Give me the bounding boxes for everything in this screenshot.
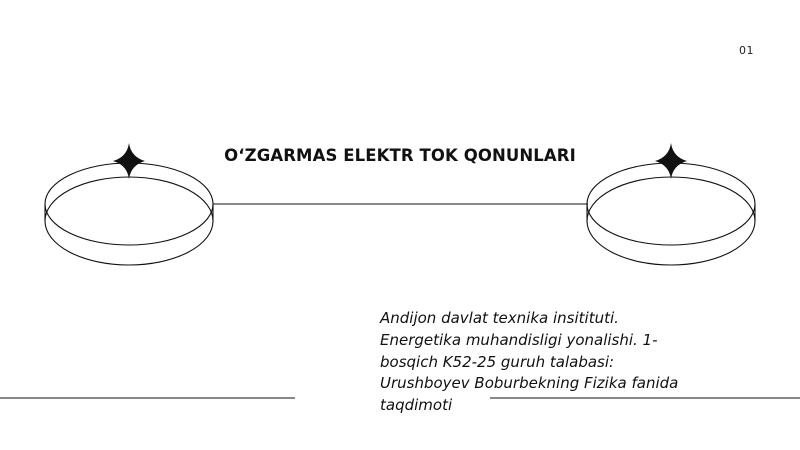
sparkle-star-icon — [655, 143, 687, 179]
slide-number: 01 — [739, 44, 754, 57]
slide-title: O‘ZGARMAS ELEKTR TOK QONUNLARI — [224, 146, 576, 165]
presentation-subtitle: Andijon davlat texnika insitituti. Energetika muhandisligi yonalishi. 1-bosqich K52-25 guruh talabasi: Urushboyev Boburbekning Fizika fanida taqdimoti — [380, 309, 679, 415]
sparkle-star-icon — [113, 143, 145, 179]
